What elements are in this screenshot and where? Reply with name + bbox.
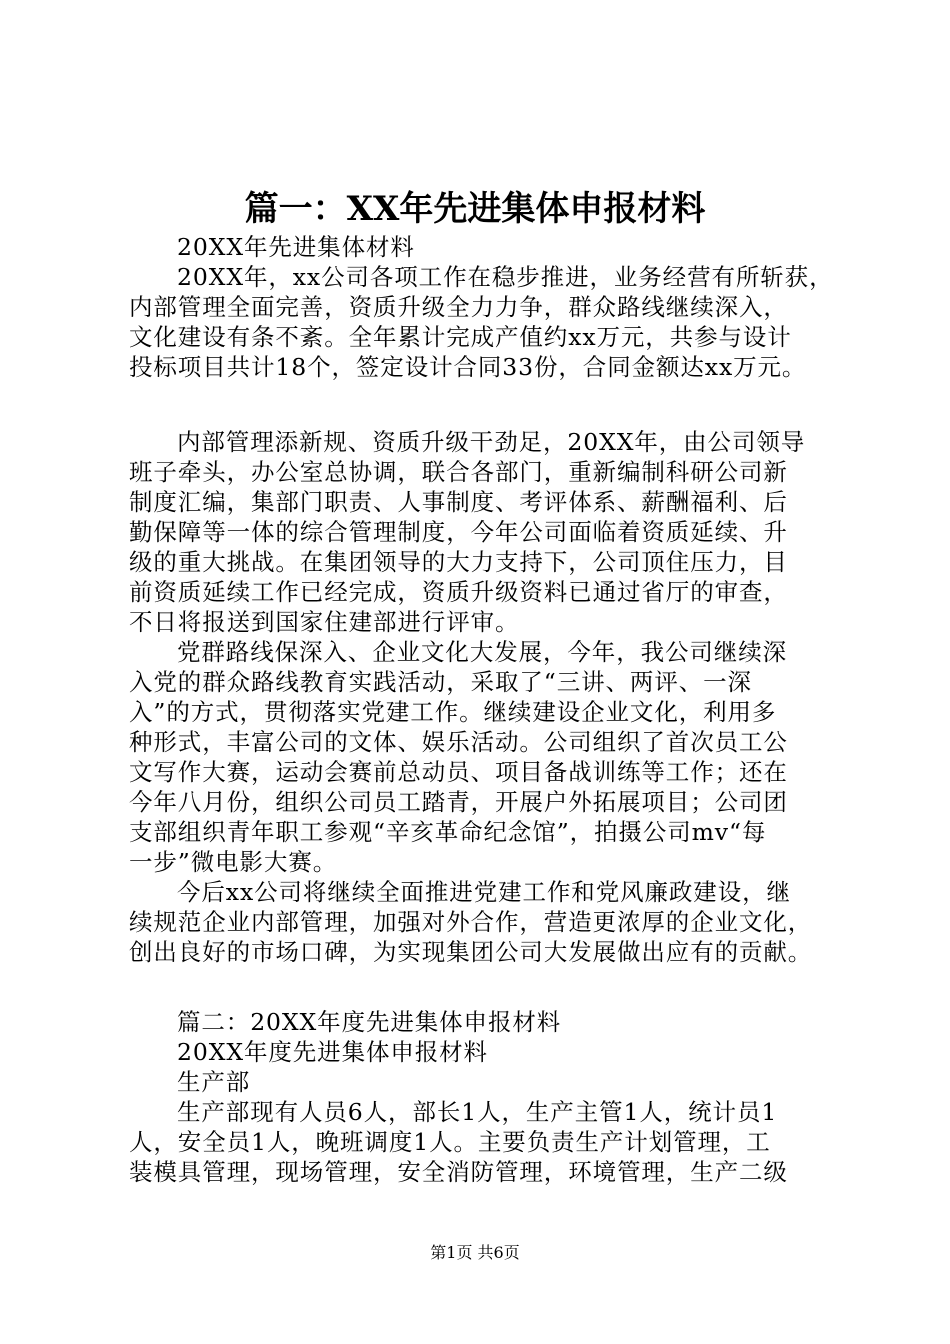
paragraph-5 [129, 1097, 859, 1187]
text-line: 党群路线保深入、企业文化大发展，今年，我公司继续深 [177, 638, 787, 666]
text-line: 内部管理添新规、资质升级干劲足，20XX年，由公司领导 [177, 428, 806, 456]
text-line: 前资质延续工作已经完成，资质升级资料已通过省厅的审查， [129, 578, 788, 606]
text-line: 装模具管理，现场管理，安全消防管理，环境管理，生产二级 [129, 1158, 788, 1186]
text-line: 创出良好的市场口碑，为实现集团公司大发展做出应有的贡献。 [129, 938, 813, 966]
document-body [129, 232, 859, 1187]
paragraph-2 [129, 427, 859, 637]
paragraph-4 [129, 877, 859, 967]
text-line: 级的重大挑战。在集团领导的大力支持下，公司顶住压力，目 [129, 548, 788, 576]
text-line: 文写作大赛，运动会赛前总动员、项目备战训练等工作；还在 [129, 758, 788, 786]
text-line: 入”的方式，贯彻落实党建工作。继续建设企业文化，利用多 [129, 698, 777, 726]
paragraph-3 [129, 637, 859, 877]
text-line: 人，安全员1人，晚班调度1人。主要负责生产计划管理，工 [129, 1128, 771, 1156]
text-line: 入党的群众路线教育实践活动，采取了“三讲、两评、一深 [129, 668, 752, 696]
page-title: 篇一：XX年先进集体申报材料 [244, 189, 706, 229]
doc-subtitle: 20XX年先进集体材料 [177, 233, 415, 261]
text-line: 制度汇编，集部门职责、人事制度、考评体系、薪酬福利、后 [129, 488, 788, 516]
paragraph-gap [129, 382, 859, 427]
section2-dept: 生产部 [177, 1068, 251, 1096]
text-line: 续规范企业内部管理，加强对外合作，营造更浓厚的企业文化， [129, 908, 813, 936]
text-line: 班子牵头，办公室总协调，联合各部门，重新编制科研公司新 [129, 458, 788, 486]
text-line: 支部组织青年职工参观“辛亥革命纪念馆”，拍摄公司mv“每 [129, 818, 767, 846]
text-line: 20XX年，xx公司各项工作在稳步推进，业务经营有所斩获， [177, 263, 834, 291]
text-line: 今年八月份，组织公司员工踏青，开展户外拓展项目；公司团 [129, 788, 788, 816]
text-line: 种形式，丰富公司的文体、娱乐活动。公司组织了首次员工公 [129, 728, 788, 756]
text-line: 不日将报送到国家住建部进行评审。 [129, 608, 520, 636]
paragraph-1 [129, 262, 859, 382]
text-line: 文化建设有条不紊。全年累计完成产值约xx万元，共参与设计 [129, 323, 792, 351]
text-line: 勤保障等一体的综合管理制度，今年公司面临着资质延续、升 [129, 518, 788, 546]
page-footer: 第1页 共6页 [430, 1243, 520, 1262]
section2-title: 篇二：20XX年度先进集体申报材料 [177, 1008, 562, 1036]
text-line: 今后xx公司将继续全面推进党建工作和党风廉政建设，继 [177, 878, 791, 906]
text-line: 投标项目共计18个，签定设计合同33份，合同金额达xx万元。 [129, 353, 807, 381]
text-line: 一步”微电影大赛。 [129, 848, 338, 876]
text-line: 内部管理全面完善，资质升级全力力争，群众路线继续深入， [129, 293, 788, 321]
text-line: 生产部现有人员6人，部长1人，生产主管1人，统计员1 [177, 1098, 778, 1126]
section-gap [129, 967, 859, 1007]
section2-subtitle: 20XX年度先进集体申报材料 [177, 1038, 488, 1066]
